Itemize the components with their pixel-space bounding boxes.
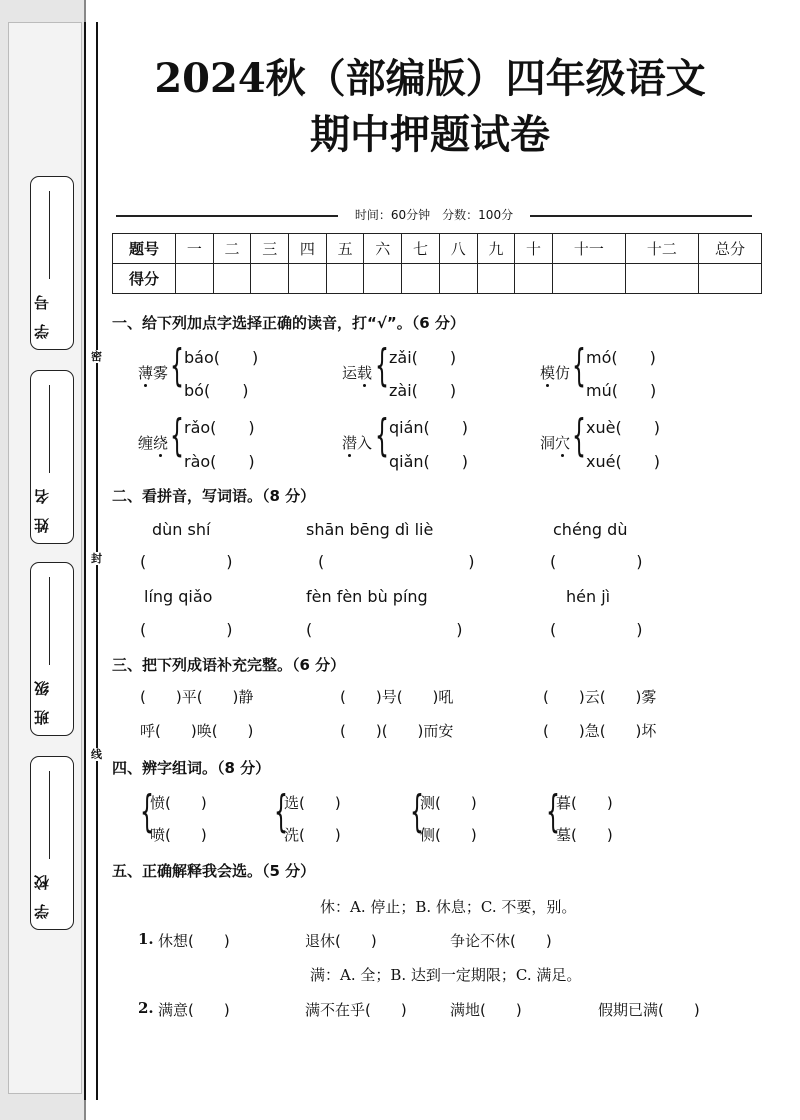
col-5: 五 <box>326 234 364 264</box>
class-field[interactable]: 班级 <box>30 562 74 736</box>
s5-q2-b[interactable]: 满不在乎( ) <box>305 1001 407 1019</box>
s3-idiom[interactable]: ( )急( )坏 <box>543 722 657 740</box>
s2-pinyin: líng qiǎo <box>144 587 213 606</box>
binding-line-1 <box>84 22 86 1100</box>
time-score-text: 时间：60分钟 分数：100分 <box>354 208 514 222</box>
s5-q1-b[interactable]: 退休( ) <box>305 932 377 950</box>
s1-word-4: 缠绕 <box>138 434 169 452</box>
s3-idiom[interactable]: ( )云( )雾 <box>543 688 657 706</box>
section-2-title: 二、看拼音，写词语。（8 分） <box>112 487 316 505</box>
header-label: 题号 <box>113 234 176 264</box>
col-1: 一 <box>176 234 214 264</box>
s2-answer-blank[interactable]: ( ) <box>140 620 233 639</box>
s4-word[interactable]: 喷( ) <box>150 826 207 844</box>
s2-pinyin: shān bēng dì liè <box>306 520 434 539</box>
brace: { <box>170 340 184 391</box>
score-cell-total[interactable] <box>699 264 762 294</box>
brace: { <box>410 786 424 837</box>
s1-word-2: 运载 <box>342 364 373 382</box>
s2-pinyin: dùn shí <box>152 520 211 539</box>
row-label: 得分 <box>113 264 176 294</box>
s3-idiom[interactable]: ( )平( )静 <box>140 688 254 706</box>
s1-word-5: 潜入 <box>342 434 373 452</box>
col-2: 二 <box>213 234 251 264</box>
student-id-field[interactable]: 学号 <box>30 176 74 350</box>
s1-option[interactable]: bó( ) <box>184 381 249 400</box>
brace: { <box>375 410 389 461</box>
brace: { <box>375 340 389 391</box>
score-cell[interactable] <box>625 264 698 294</box>
score-table <box>112 233 762 294</box>
seal-char-xian: 线 <box>91 748 102 761</box>
name-field[interactable]: 姓名 <box>30 370 74 544</box>
s2-answer-blank[interactable]: ( ) <box>306 620 463 639</box>
score-cell[interactable] <box>251 264 289 294</box>
score-cell[interactable] <box>326 264 364 294</box>
s4-word[interactable]: 洗( ) <box>284 826 341 844</box>
s1-word-3: 模仿 <box>540 364 571 382</box>
s2-answer-blank[interactable]: ( ) <box>318 552 475 571</box>
s5-q1-c[interactable]: 争论不休( ) <box>450 932 552 950</box>
s1-option[interactable]: báo( ) <box>184 348 259 367</box>
s3-idiom[interactable]: ( )( )而安 <box>340 722 454 740</box>
s1-option[interactable]: zài( ) <box>389 381 457 400</box>
section-5-title: 五、正确解释我会选。（5 分） <box>112 862 316 880</box>
s5-definition-1: 休：A. 停止；B. 休息；C. 不要，别。 <box>320 898 577 916</box>
score-cell[interactable] <box>402 264 440 294</box>
score-table-score-row <box>113 264 762 294</box>
score-table-header-row <box>113 234 762 264</box>
school-field[interactable]: 学校 <box>30 756 74 930</box>
s1-option[interactable]: qián( ) <box>389 418 469 437</box>
s2-answer-blank[interactable]: ( ) <box>550 552 643 571</box>
s5-q2-d[interactable]: 假期已满( ) <box>598 1001 700 1019</box>
s2-pinyin: chéng dù <box>553 520 628 539</box>
brace: { <box>572 410 586 461</box>
col-6: 六 <box>364 234 402 264</box>
section-4-title: 四、辨字组词。（8 分） <box>112 759 271 777</box>
col-total: 总分 <box>699 234 762 264</box>
s1-option[interactable]: zǎi( ) <box>389 348 457 367</box>
seal-char-mi: 密 <box>91 350 102 363</box>
title-line-1: 2024秋（部编版）四年级语文 <box>154 55 706 102</box>
s4-word[interactable]: 测( ) <box>420 794 477 812</box>
s4-word[interactable]: 选( ) <box>284 794 341 812</box>
s1-option[interactable]: qiǎn( ) <box>389 452 469 471</box>
s1-option[interactable]: rǎo( ) <box>184 418 255 437</box>
brace: { <box>274 786 288 837</box>
score-cell[interactable] <box>289 264 327 294</box>
section-3-title: 三、把下列成语补充完整。（6 分） <box>112 656 346 674</box>
s1-option[interactable]: mó( ) <box>586 348 656 367</box>
score-cell[interactable] <box>364 264 402 294</box>
s5-q1-a[interactable]: 休想( ) <box>158 932 230 950</box>
col-7: 七 <box>402 234 440 264</box>
col-8: 八 <box>439 234 477 264</box>
s1-option[interactable]: mú( ) <box>586 381 657 400</box>
score-cell[interactable] <box>515 264 553 294</box>
col-12: 十二 <box>625 234 698 264</box>
seal-char-feng: 封 <box>91 552 102 565</box>
brace: { <box>170 410 184 461</box>
s2-pinyin: fèn fèn bù píng <box>306 587 428 606</box>
s4-word[interactable]: 愤( ) <box>150 794 207 812</box>
s1-option[interactable]: rào( ) <box>184 452 255 471</box>
brace: { <box>546 786 560 837</box>
brace: { <box>140 786 154 837</box>
brace: { <box>572 340 586 391</box>
s1-word-1: 薄雾 <box>138 364 169 382</box>
title-line-2: 期中押题试卷 <box>310 111 550 158</box>
s1-option[interactable]: xué( ) <box>586 452 660 471</box>
s2-answer-blank[interactable]: ( ) <box>550 620 643 639</box>
s5-q2-number: 2. <box>138 999 154 1017</box>
s3-idiom[interactable]: 呼( )唤( ) <box>140 722 254 740</box>
col-10: 十 <box>515 234 553 264</box>
s2-pinyin: hén jì <box>566 587 611 606</box>
s5-q2-a[interactable]: 满意( ) <box>158 1001 230 1019</box>
exam-meta <box>116 206 752 226</box>
s4-word[interactable]: 墓( ) <box>556 826 613 844</box>
s5-definition-2: 满：A. 全；B. 达到一定期限；C. 满足。 <box>310 966 582 984</box>
score-cell[interactable] <box>439 264 477 294</box>
s1-option[interactable]: xuè( ) <box>586 418 660 437</box>
score-cell[interactable] <box>176 264 214 294</box>
s1-word-6: 洞穴 <box>540 434 571 452</box>
score-cell[interactable] <box>552 264 625 294</box>
s5-q2-c[interactable]: 满地( ) <box>450 1001 522 1019</box>
s4-word[interactable]: 侧( ) <box>420 826 477 844</box>
s5-q1-number: 1. <box>138 930 154 948</box>
s4-word[interactable]: 暮( ) <box>556 794 613 812</box>
s3-idiom[interactable]: ( )号( )吼 <box>340 688 454 706</box>
score-cell[interactable] <box>477 264 515 294</box>
col-11: 十一 <box>552 234 625 264</box>
section-1-title: 一、给下列加点字选择正确的读音，打“√”。（6 分） <box>112 314 465 332</box>
s2-answer-blank[interactable]: ( ) <box>140 552 233 571</box>
col-9: 九 <box>477 234 515 264</box>
col-4: 四 <box>289 234 327 264</box>
col-3: 三 <box>251 234 289 264</box>
score-cell[interactable] <box>213 264 251 294</box>
